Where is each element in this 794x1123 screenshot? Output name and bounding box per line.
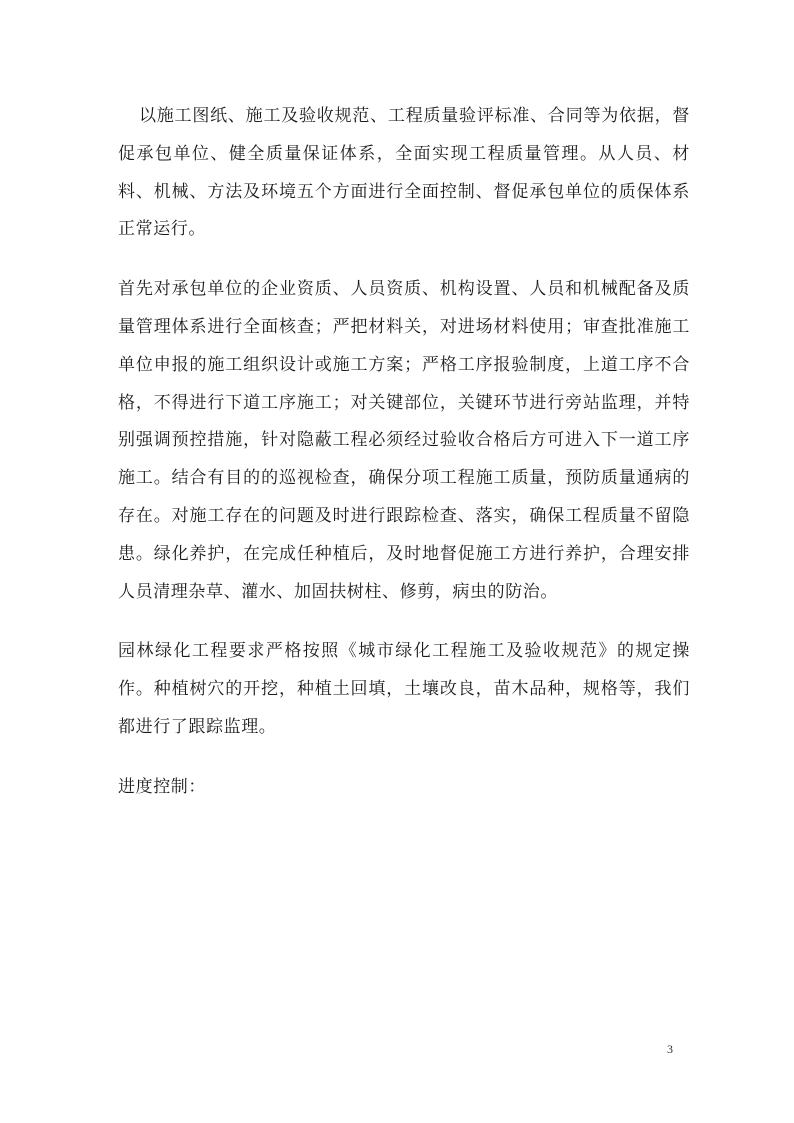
paragraph-quality-control-measures: 首先对承包单位的企业资质、人员资质、机构设置、人员和机械配备及质量管理体系进行全面核查；严把材料关，对进场材料使用；审查批准施工单位申报的施工组织设计或施工方案；严格工序报验制度，上道工序不合格，不得进行下道工序施工；对关键部位，关键环节进行旁站监理，并特别强调预控措施，针对隐蔽工程必须经过验收合格后方可进入下一道工序施工。结合有目的的巡视检查，确保分项工程施工质量，预防质量通病的存在。对施工存在的问题及时进行跟踪检查、落实，确保工程质量不留隐患。绿化养护，在完成任种植后，及时地督促施工方进行养护，合理安排人员清理杂草、灌水、加固扶树柱、修剪，病虫的防治。 [118,279,690,602]
section-heading-schedule-control: 进度控制： [118,776,206,797]
page-number: 3 [667,1042,673,1056]
paragraph-quality-basis: 以施工图纸、施工及验收规范、工程质量验评标准、合同等为依据，督促承包单位、健全质量保证体系，全面实现工程质量管理。从人员、材料、机械、方法及环境五个方面进行全面控制、督促承包单位的质保体系正常运行。 [118,106,690,240]
document-body [118,98,690,807]
paragraph-landscaping-standards: 园林绿化工程要求严格按照《城市绿化工程施工及验收规范》的规定操作。种植树穴的开挖，种植土回填，土壤改良，苗木品种，规格等，我们都进行了跟踪监理。 [118,641,690,737]
